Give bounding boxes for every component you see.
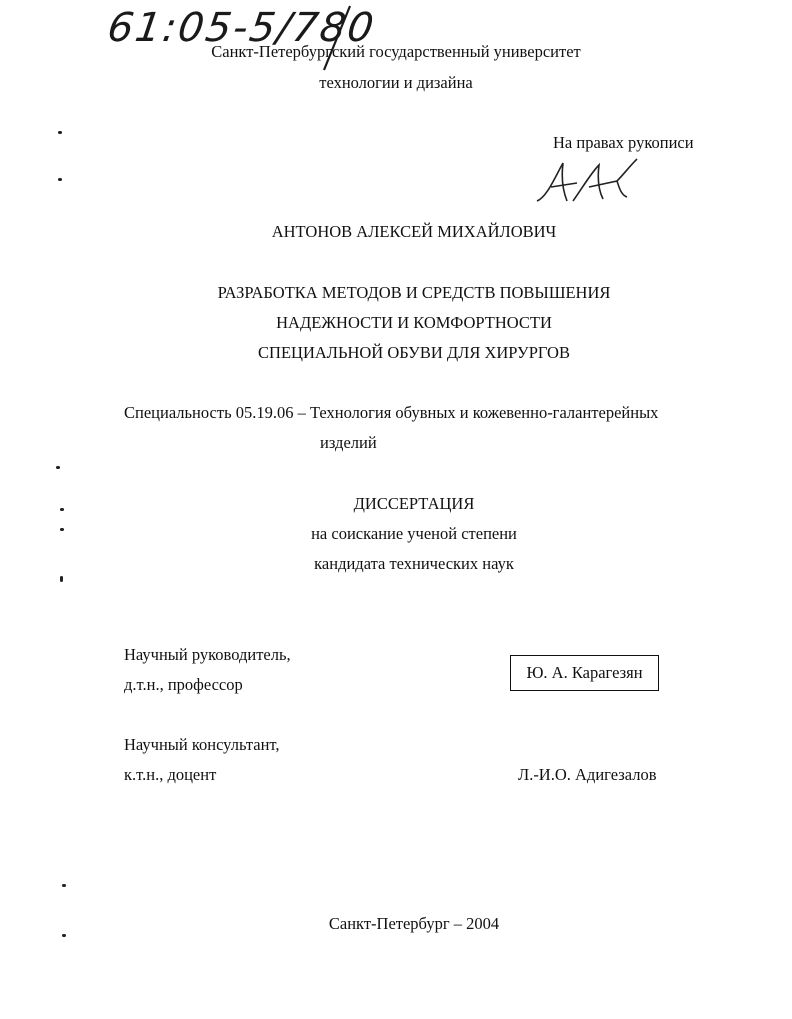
- consultant-name: Л.-И.О. Адигезалов: [518, 765, 657, 784]
- scan-speck: [60, 528, 64, 531]
- supervisor-name-box: [510, 655, 659, 691]
- handwritten-archive-number: 61:05-5/780: [104, 5, 379, 51]
- specialty-line-2: изделий: [320, 433, 377, 452]
- work-type-title: ДИССЕРТАЦИЯ: [353, 494, 475, 513]
- scan-speck: [58, 131, 62, 134]
- handwritten-slash-stroke: [306, 2, 366, 74]
- author-signature: [533, 157, 641, 209]
- title-line-1: РАЗРАБОТКА МЕТОДОВ И СРЕДСТВ ПОВЫШЕНИЯ: [217, 283, 611, 302]
- rights-note: На правах рукописи: [553, 133, 694, 152]
- scan-speck: [60, 508, 64, 511]
- work-type-line-2: кандидата технических наук: [314, 554, 514, 573]
- scan-speck: [56, 466, 60, 469]
- scan-speck: [58, 178, 62, 181]
- author-name: АНТОНОВ АЛЕКСЕЙ МИХАЙЛОВИЧ: [271, 222, 557, 241]
- university-line-1: Санкт-Петербургский государственный университет: [211, 42, 581, 61]
- supervisor-name: Ю. А. Карагезян: [526, 663, 643, 682]
- university-line-2: технологии и дизайна: [319, 73, 473, 92]
- title-line-3: СПЕЦИАЛЬНОЙ ОБУВИ ДЛЯ ХИРУРГОВ: [258, 343, 570, 362]
- scan-speck: [62, 884, 66, 887]
- work-type-line-1: на соискание ученой степени: [311, 524, 517, 543]
- consultant-degree: к.т.н., доцент: [124, 765, 217, 784]
- city-year-footer: Санкт-Петербург – 2004: [328, 914, 500, 933]
- scan-speck: [62, 934, 66, 937]
- specialty-line-1: Специальность 05.19.06 – Технология обувных и кожевенно-галантерейных: [124, 403, 659, 422]
- title-line-2: НАДЕЖНОСТИ И КОМФОРТНОСТИ: [276, 313, 552, 332]
- supervisor-role: Научный руководитель,: [124, 645, 291, 664]
- supervisor-degree: д.т.н., профессор: [124, 675, 243, 694]
- scan-speck: [60, 576, 63, 582]
- consultant-role: Научный консультант,: [124, 735, 280, 754]
